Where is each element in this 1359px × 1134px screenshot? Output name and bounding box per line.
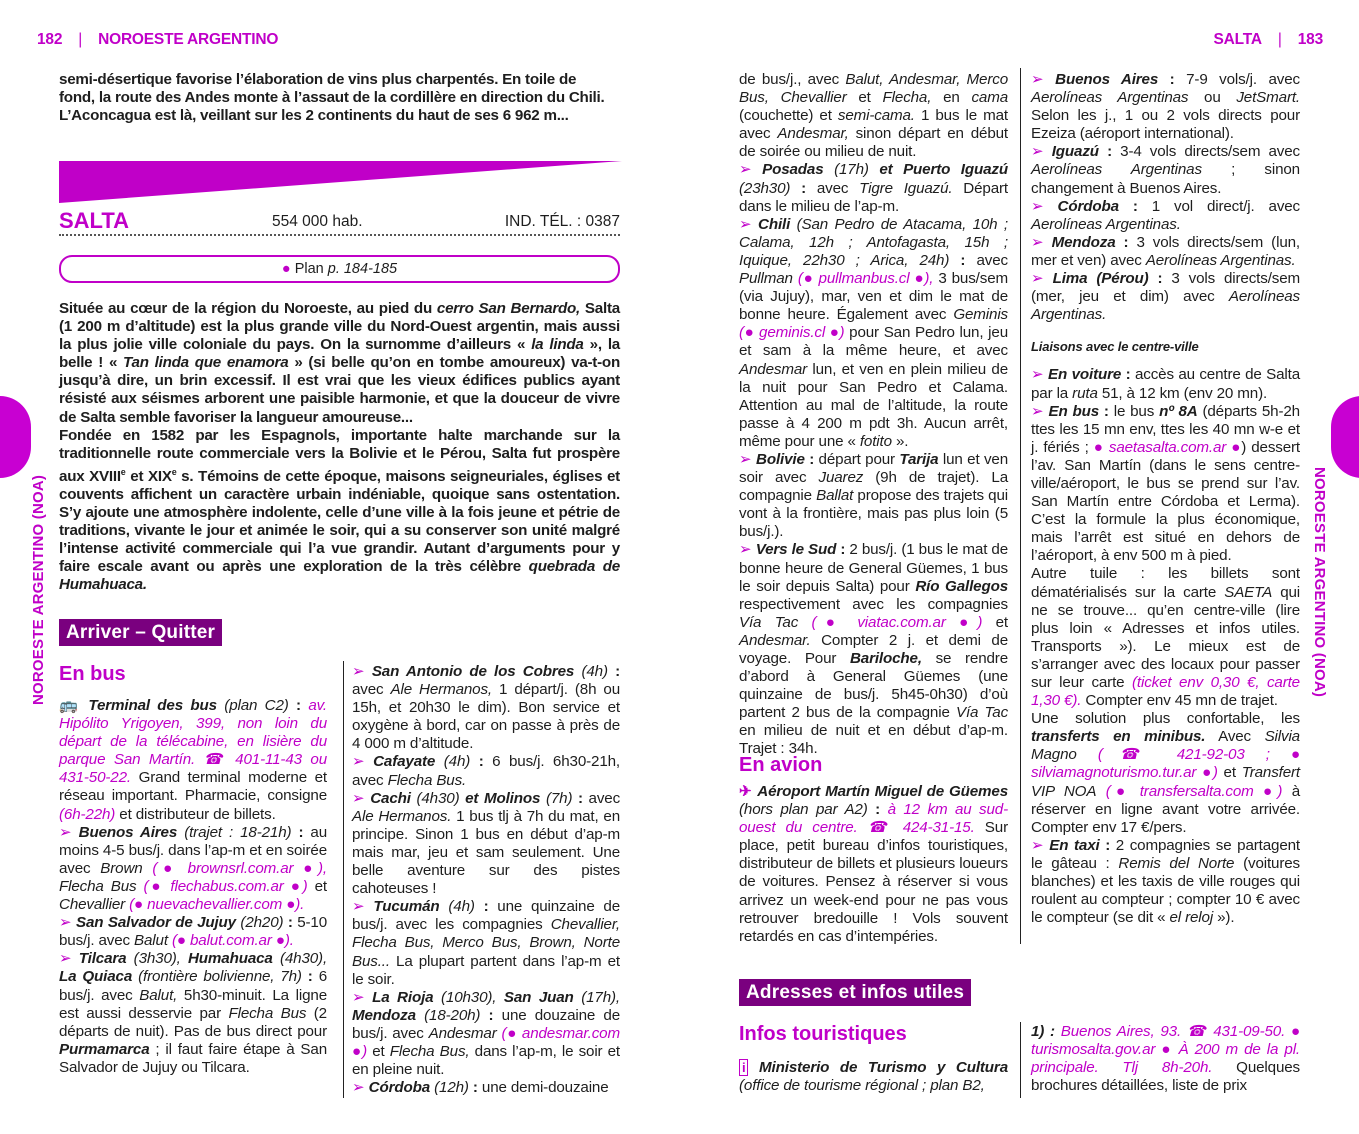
text: et (846, 89, 883, 107)
tourism-office-continued (1031, 1023, 1300, 1095)
heading-en-bus: En bus (59, 663, 126, 685)
arrow-icon: ➢ (352, 753, 365, 771)
text: Salta (1 200 m d’altitude) est la plus grande ville du Nord-Ouest argentin, mais aussi la plus jolie ville coloniale du pays. On la surnomme d’ailleurs « (59, 300, 620, 354)
company: Chevallier (59, 896, 126, 914)
arrow-icon: ➢ (59, 823, 72, 841)
arrow-icon: ➢ (1031, 402, 1044, 420)
text: 3-4 vols directs/sem avec (1112, 143, 1300, 161)
entry-title: Molinos (483, 789, 541, 807)
entry-flight-buenos-aires: ➢ Buenos Aires : 7-9 vols/j. avec Aerolíneas Argentinas ou JetSmart. Selon les j., 1 ou 2 vols directs pour Ezeiza (aéroport international). (1031, 71, 1300, 143)
arrow-icon: ➢ (59, 914, 72, 932)
text: (départs 5h-2h ttes les 15 mn env, ttes les 40 mn w-e et j. fériés ; (1031, 402, 1300, 456)
company: Balut (134, 932, 168, 950)
plan-label: Plan (294, 261, 324, 277)
text: 7-9 vols/j. avec (1174, 71, 1300, 88)
entry-airport: ✈ Aéroport Martín Miguel de Güemes (hors plan par A2) : à 12 km au sud-ouest du centre. ☎ 424-31-15. Sur place, petit bureau d’infos touristiques, distributeur de billets et plusieurs loueurs de voitures. Pensez à réserver si vous arrivez un week-end pour ne pas vous retrouver bredouille ! Vols souvent retardés en cas d’intempéries. (739, 783, 1009, 945)
arrow-icon: ➢ (1031, 836, 1044, 854)
entry-title: La Quiaca (59, 968, 133, 986)
text: 2 compagnies se partagent le gâteau : (1031, 836, 1300, 872)
entry-title: En voiture (1048, 366, 1122, 384)
company: Aerolíneas Argentinas. (1031, 288, 1300, 324)
right-page-number: 183 (1297, 31, 1323, 48)
entry-title: San Antonio de los Cobres (371, 663, 575, 680)
right-thumb-tab (1331, 396, 1359, 478)
text: Une solution plus confortable, les (1031, 710, 1300, 728)
right-running-head (1214, 31, 1323, 49)
text: 1 bus le mat avec (739, 107, 1008, 143)
company: Silvia Magno (1031, 728, 1300, 764)
text: ; il faut faire étape à San Salvador de Jujuy ou Tilcara. (59, 1040, 327, 1076)
text: une demi-douzaine (477, 1079, 609, 1097)
text: ». (891, 432, 909, 450)
place-name: Tarija (899, 450, 939, 468)
trip-details: (San Pedro de Atacama, 10h ; Calama, 12h ; Antofagasta, 15h ; Iquique, 22h30 ; Arica, 24h) (739, 215, 1008, 269)
text: qui ne se trouve... qu’en centre-ville (lire plus loin « Adresses et infos utiles. Transports »). Le mieux est de s’arranger avec des locaux pour passer sur leur carte (1031, 583, 1301, 691)
text: ou (1188, 89, 1237, 107)
text: 1 bus tlj à 7h du mat, en principe. Sinon 1 bus en début d’ap-m mais mar, jeu et sam seulement. Une belle aventure sur des pistes cahoteuses ! (352, 807, 621, 898)
bus-column-1 (59, 697, 327, 1077)
text-italic: el reloj (1169, 909, 1214, 927)
company: Ale Hermanos. (352, 807, 452, 825)
arrow-icon: ➢ (1031, 233, 1044, 251)
text: 1 vol direct/j. avec (1137, 197, 1300, 215)
entry-title: Chili (758, 215, 791, 233)
company: Ale Hermanos, (390, 681, 492, 699)
airplane-icon: ✈ (739, 783, 753, 800)
text: (couchette) et (739, 107, 838, 125)
plan-pages: p. 184-185 (327, 261, 398, 277)
text: Autre tuile : les billets sont dématérialisés sur la carte (1031, 565, 1300, 601)
superscript: e (171, 466, 177, 477)
price: (ticket env 0,30 €, carte 1,30 €). (1031, 674, 1300, 710)
entry-title: Buenos Aires (1055, 71, 1159, 88)
entry-title: Posadas (762, 161, 824, 179)
text: 2 bus/j. (1 bus le mat de bonne heure de General Güemes, 1 bus le soir depuis Salta) pour (739, 541, 1008, 595)
bus-number: nº 8A (1159, 402, 1198, 420)
company: Tigre Iguazú. (859, 179, 953, 197)
entry-title: La Rioja (372, 988, 434, 1006)
text: et (465, 789, 479, 807)
entry-cordoba-continued (739, 71, 1008, 161)
description-paragraph-2 (59, 427, 620, 595)
text: 5-10 bus/j. avec (59, 914, 328, 950)
text: pour San Pedro lun, jeu et sam à la même heure, et avec (739, 324, 1008, 360)
text: Selon les j., 1 ou 2 vols directs pour Ezeiza (aéroport international). (1031, 107, 1300, 143)
column-divider (343, 661, 344, 1098)
plan-ref: (hors plan par A2) (739, 801, 868, 819)
text: en milieu de nuit et en début d’ap-m. Trajet : 34h. (739, 722, 1008, 758)
text: le bus (1108, 402, 1160, 420)
text: Sur place, petit bureau d’infos touristiques, distributeur de billets et plusieurs loueurs de voitures. Pensez à réserver si vous arrivez un week-end pour ne pas vous retrouver bredouille ! Vols souvent retardés en cas d’intempéries. (739, 819, 1008, 945)
text-italic: semi-cama. (837, 107, 915, 125)
text: (2 départs de nuit). Pas de bus direct pour (59, 1004, 327, 1040)
trip-time: (17h), (581, 988, 620, 1006)
arrow-icon: ➢ (1031, 270, 1044, 288)
arrow-icon: ➢ (352, 988, 365, 1006)
text: s. Témoins de cette époque, maisons seigneuriales, églises et couvents affichent un caractère urbain indéniable, quoique sans ostentation. S’y ajoute une atmosphère indolente, celle d’une ville à la fois jeune et pétrie de traditions, vivante le jour et animée le soir, qui a su conserver son unité malgré l’intense activité commerciale qui l’a vue grandir. Autant d’arguments pour y faire escale avant ou après une exploration de la très célèbre (59, 467, 620, 576)
company: Flecha Bus (228, 1004, 307, 1022)
trip-time: (10h30), (440, 988, 497, 1006)
company: Aerolíneas Argentinas. (1031, 215, 1181, 233)
website-link[interactable]: (● andesmar.com ●) (352, 1024, 620, 1060)
text: ) dessert l’av. San Martín (dans le sens centre-ville/aéroport, le bus se prend sur l’av. San Martín entre Córdoba et Lerma). C’est la formule la plus économique, mais l’arrêt est situé en dehors de l’aéroport, à env 500 m à pied. (1031, 438, 1301, 565)
address[interactable]: av. Hipólito Yrigoyen, 399, non loin du départ de la télécabine, en lisière du parque San Martín. ☎ 401-11-43 ou 431-50-22. (59, 697, 327, 787)
paragraph-autre-tuile (1031, 565, 1300, 710)
text: 1 départ/j. (8h ou 15h, et 20h30 le dim). Bon service et oxygène à bord, car on passe à près de 4 000 m d’altitude. (352, 681, 620, 753)
text: accès au centre de Salta par la (1031, 366, 1301, 402)
city-header (59, 206, 620, 236)
entry-title: Bolivie (756, 450, 805, 468)
entry-title: San Salvador de Jujuy (76, 914, 236, 932)
bullet-icon: ● (281, 261, 291, 277)
city-population: 554 000 hab. (272, 213, 363, 230)
trip-time: (trajet : 18-21h) (184, 823, 292, 841)
text: »). (1213, 909, 1235, 927)
entry-ministerio (739, 1059, 1008, 1095)
text: », la belle ! « (59, 336, 620, 372)
text: propose des trajets qui vont à la frontière, mais pas plus loin (5 bus/j.). (739, 487, 1008, 541)
text-italic: quebrada de Humahuaca. (59, 558, 620, 594)
text-italic: Tan linda que enamora (123, 354, 289, 372)
liaisons-heading: Liaisons avec le centre-ville (1031, 339, 1199, 355)
text: et (1217, 764, 1242, 782)
website-link[interactable]: (● geminis.cl ●) (739, 324, 845, 342)
company: Vía Tac (739, 613, 799, 631)
text: Située au cœur de la région du Noroeste, au pied du (59, 300, 437, 317)
website-link[interactable]: (● pullmanbus.cl ●), (797, 270, 934, 288)
entry-title: Buenos Aires (78, 823, 178, 841)
entry-flight-lima: ➢ Lima (Pérou) : 3 vols directs/sem (mer, jeu et dim) avec Aerolíneas Argentinas. (1031, 270, 1301, 324)
text: 3 bus/sem (via Jujuy), mar, ven et dim le mat de bonne heure. Également avec (739, 270, 1008, 324)
entry-buenos-aires: ➢ Buenos Aires (trajet : 18-21h) : au moins 4-5 bus/j. dans l’ap-m et en soirée avec Brown (● brownsrl.com.ar ●), Flecha Bus (● flechabus.com.ar ●) et Chevallier (● nuevachevallier.com ●). (59, 823, 327, 914)
website-link[interactable]: ● saetasalta.com.ar ● (1093, 438, 1242, 456)
city-description (59, 300, 620, 595)
text: Avec (1205, 728, 1265, 746)
company: Aerolíneas Argentinas. (1145, 251, 1296, 269)
plan-reference-box[interactable] (59, 255, 620, 283)
entry-ministerio-continued (1031, 1023, 1300, 1095)
company: Vía Tac (955, 704, 1009, 722)
entry-tucuman: ➢ Tucumán (4h) : une quinzaine de bus/j. avec les compagnies Chevallier, Flecha Bus, Merco Bus, Brown, Norte Bus... La plupart partent dans l’ap-m et le soir. (352, 898, 620, 988)
plan-ref: 1) : (1031, 1023, 1055, 1040)
entry-jujuy: ➢ San Salvador de Jujuy (2h20) : 5-10 bus/j. avec Balut (● balut.com.ar ●). (59, 914, 328, 950)
company: Pullman (739, 270, 793, 288)
entry-title: San Juan (503, 988, 574, 1006)
entry-en-taxi: ➢ En taxi : 2 compagnies se partagent le gâteau : Remis del Norte (voitures blanches) et les taxis de ville rouges qui roulent au compteur ; compter 10 € avec le compteur (se dit « el reloj »). (1031, 836, 1300, 927)
company: Chevallier, Flecha Bus, Merco Bus, Brown, Norte Bus... (352, 916, 620, 970)
place-name: Río Gallegos (915, 577, 1009, 595)
left-running-head (37, 31, 278, 49)
entry-title: Vers le Sud (755, 541, 837, 559)
company: Flecha Bus, (389, 1042, 470, 1060)
text: 6 bus/j. avec (59, 968, 327, 1004)
text: et distributeur de billets. (115, 805, 276, 823)
city-name: SALTA (59, 208, 130, 233)
entry-flight-cordoba: ➢ Córdoba : 1 vol direct/j. avec Aerolíneas Argentinas. (1031, 197, 1300, 233)
right-side-tab-label: NOROESTE ARGENTINO (NOA) (1311, 467, 1328, 698)
right-column-2 (1031, 71, 1300, 927)
company: Andesmar (739, 360, 808, 378)
text: 3 vols directs/sem (lun, mer et ven) avec (1031, 233, 1300, 269)
company: Flecha Bus (59, 877, 137, 895)
section-heading-adresses: Adresses et infos utiles (739, 979, 971, 1006)
company: Andesmar (428, 1024, 497, 1042)
left-thumb-tab (0, 396, 31, 478)
left-side-tab-label: NOROESTE ARGENTINO (NOA) (30, 474, 47, 705)
entry-title: Iguazú (1051, 143, 1099, 161)
place-name: Purmamarca (59, 1040, 150, 1058)
entry-title: Córdoba (368, 1079, 431, 1097)
intro-line: L’Aconcagua est là, veillant sur les 2 continents du haut de ses 6 962 m... (59, 107, 569, 125)
company: Balut, Andesmar, Merco Bus, Chevallier (739, 71, 1008, 107)
bus-icon: 🚌 (59, 697, 82, 714)
text-italic: la linda (531, 336, 584, 354)
text: au moins 4-5 bus/j. dans l’ap-m et en soirée avec (59, 823, 327, 877)
text-italic: ruta (1072, 384, 1098, 402)
company: Flecha, (882, 89, 932, 107)
entry-title: Córdoba (1057, 197, 1119, 215)
text: et (982, 613, 1008, 631)
text: une douzaine de bus/j. avec (352, 1006, 620, 1042)
entry-title: Tucumán (373, 898, 440, 916)
entry-title: Mendoza (352, 1006, 416, 1024)
intro-line: semi-désertique favorise l’élaboration de vins plus charpentés. En toile de (59, 71, 577, 88)
text: avec (965, 251, 1008, 269)
entry-title: Cachi (370, 789, 411, 807)
text: Compter env 45 mn de trajet. (1081, 692, 1278, 710)
city-banner-wedge (59, 161, 622, 203)
text-italic: cama (971, 89, 1009, 107)
info-icon: i (739, 1059, 748, 1076)
entry-san-antonio: ➢ San Antonio de los Cobres (4h) : avec Ale Hermanos, 1 départ/j. (8h ou 15h, et 20h30 le dim). Bon service et oxygène à bord, car on passe à près de 4 000 m d’altitude. (352, 663, 620, 753)
text: avec (582, 789, 621, 807)
trip-time: (12h) (434, 1079, 469, 1097)
arrow-icon: ➢ (1031, 366, 1044, 384)
text: Quelques brochures détaillées, liste de prix (1031, 1059, 1300, 1095)
text: lun et ven soir avec (739, 450, 1008, 487)
trip-time: (4h) (581, 663, 608, 680)
entry-title: Lima (Pérou) (1052, 270, 1149, 288)
entry-title: Aéroport Martín Miguel de Güemes (757, 783, 1008, 800)
company: Aerolíneas Argentinas (1031, 89, 1189, 107)
entry-title: Terminal des bus (88, 697, 217, 714)
section-heading-arriver-quitter: Arriver – Quitter (59, 619, 222, 646)
intro-line: fond, la route des Andes monte à l’assaut de la cordillère en direction du Chili. (59, 89, 605, 107)
text: (9h de trajet). La compagnie (739, 469, 1008, 505)
company: Juarez (818, 469, 864, 487)
separator: | (78, 31, 83, 48)
trip-time: (4h30) (416, 789, 460, 807)
website-link[interactable]: (● transfersalta.com ●) (1105, 782, 1283, 800)
text: (voitures blanches) et les taxis de ville rouges qui roulent au compteur ; compter 10 € avec le compteur (se dit « (1031, 854, 1300, 927)
text: La plupart partent dans l’ap-m et le soir. (352, 952, 620, 988)
entry-title: Cafayate (373, 753, 436, 771)
arrow-icon: ➢ (352, 663, 365, 680)
trip-time: (3h30), (133, 950, 181, 968)
text: et (879, 161, 893, 179)
trip-time: (4h) (443, 753, 471, 771)
company: Balut, (139, 986, 178, 1004)
arrow-icon: ➢ (739, 215, 752, 233)
company: Brown (100, 859, 143, 877)
text: sinon départ en début de soirée ou milieu de nuit. (739, 125, 1008, 161)
heading-en-avion: En avion (739, 754, 823, 776)
text: lun, et ven en plein milieu de la nuit pour San Pedro et Calama. Attention au mal de l’altitude, la route passe à 4 200 m pdt 3h. Aucun arrêt, même pour une « (739, 360, 1008, 450)
entry-posadas: ➢ Posadas (17h) et Puerto Iguazú (23h30) : avec Tigre Iguazú. Départ dans le milieu de l’ap-m. (739, 161, 1008, 215)
office-subtitle: (office de tourisme régional ; plan B2, (739, 1077, 985, 1095)
left-chapter-title: NOROESTE ARGENTINO (98, 31, 279, 48)
website-link[interactable]: (● nuevachevallier.com ●). (129, 896, 305, 914)
phone-code: IND. TÉL. : 0387 (504, 213, 620, 230)
trip-time: (23h30) (739, 179, 791, 197)
text: 6 bus/j. 6h30-21h, avec (352, 753, 620, 789)
entry-chili: ➢ Chili (San Pedro de Atacama, 10h ; Calama, 12h ; Antofagasta, 15h ; Iquique, 22h30 ; Arica, 24h) : avec Pullman (● pullmanbus.cl ●), 3 bus/sem (via Jujuy), mar, ven et dim le mat de bonne heure. Également avec Geminis (● geminis.cl ●) pour San Pedro lun, jeu et sam à la même heure, et avec Andesmar lun, et ven en plein milieu de la nuit pour San Pedro et Calama. Attention au mal de l’altitude, la route passe à 4 200 m pdt 3h. Aucun arrêt, même pour une « fotito ». (739, 215, 1008, 450)
website-link[interactable]: (● brownsrl.com.ar ●), (152, 859, 327, 877)
airport-entry (739, 783, 1008, 946)
text: dans l’ap-m, le soir et en pleine nuit. (352, 1042, 621, 1079)
website-link[interactable]: (● flechabus.com.ar ●) (143, 877, 308, 895)
column-divider (1020, 1022, 1021, 1098)
text: Grand terminal moderne et réseau important. Pharmacie, consigne (59, 769, 327, 805)
text: à réserver en ligne avant votre arrivée. Compter env 17 €/pers. (1031, 782, 1300, 836)
text-italic: cerro San Bernardo, (436, 300, 581, 317)
trip-time: (frontière bolivienne, 7h) (138, 968, 302, 986)
entry-title: Tilcara (78, 950, 127, 968)
arrow-icon: ➢ (1031, 143, 1044, 161)
entry-flight-mendoza: ➢ Mendoza : 3 vols directs/sem (lun, mer et ven) avec Aerolíneas Argentinas. (1031, 233, 1300, 269)
paragraph-minibus (1031, 710, 1300, 837)
text: 51, à 12 km (env 20 mn). (1097, 384, 1268, 402)
trip-time: (17h) (834, 161, 869, 179)
text: et (307, 877, 327, 895)
company: Ballat (816, 487, 854, 505)
trip-time: (4h30), (279, 950, 328, 968)
entry-title: Mendoza (1051, 233, 1116, 251)
arrow-icon: ➢ (1031, 71, 1044, 88)
text: avec (352, 681, 391, 699)
text: de bus/j., avec (739, 71, 846, 88)
website-link[interactable]: (● balut.com.ar ●). (171, 932, 294, 950)
company: Flecha Bus. (387, 771, 467, 789)
arrow-icon: ➢ (739, 161, 752, 179)
entry-en-bus-liaison: ➢ En bus : le bus nº 8A (départs 5h-2h ttes les 15 mn env, ttes les 40 mn w-e et j. fériés ; ● saetasalta.com.ar ●) dessert l’av. San Martín (dans le sens centre-ville/aéroport, le bus se prend sur l’av. San Martín entre Córdoba et Lerma). C’est la formule la plus économique, mais l’arrêt est situé en dehors de l’aéroport, à env 500 m à pied. (1031, 402, 1301, 565)
colon: : (288, 697, 309, 714)
arrow-icon: ➢ (739, 450, 752, 468)
superscript: e (120, 466, 126, 477)
company: JetSmart. (1236, 89, 1300, 107)
heading-infos-touristiques: Infos touristiques (739, 1023, 907, 1045)
bus-column-2 (352, 663, 620, 1097)
entry-title: transferts en minibus. (1031, 728, 1206, 746)
column-divider (1020, 68, 1021, 944)
contact-link[interactable]: Buenos Aires, 93. ☎ 431-09-50. ● turismosalta.gov.ar ● À 200 m de la pl. principale. Tlj 8h-20h. (1031, 1023, 1300, 1077)
entry-tilcara: ➢ Tilcara (3h30), Humahuaca (4h30), La Quiaca (frontière bolivienne, 7h) : 6 bus/j. avec Balut, 5h30-minuit. La ligne est aussi desservie par Flecha Bus (2 départs de nuit). Pas de bus direct pour Purmamarca ; il faut faire étape à San Salvador de Jujuy ou Tilcara. (59, 950, 328, 1076)
entry-cachi: ➢ Cachi (4h30) et Molinos (7h) : avec Ale Hermanos. 1 bus tlj à 7h du mat, en principe. Sinon 1 bus en début d’ap-m mais mar, jeu et sam seulement. Une belle aventure sur des pistes cahoteuses ! (352, 789, 621, 898)
entry-la-rioja: ➢ La Rioja (10h30), San Juan (17h), Mendoza (18-20h) : une douzaine de bus/j. avec Andesmar (● andesmar.com ●) et Flecha Bus, dans l’ap-m, le soir et en pleine nuit. (352, 988, 621, 1079)
entry-bolivie: ➢ Bolivie : départ pour Tarija lun et ven soir avec Juarez (9h de trajet). La compagnie Ballat propose des trajets qui vont à la frontière, mais pas plus loin (5 bus/j.). (739, 450, 1008, 541)
text: se rendre d’abord à General Güemes (une quinzaine de bus/j. 5h45-0h30) d’où partent 2 bus de la compagnie (739, 650, 1008, 722)
text-italic: SAETA (1224, 583, 1273, 601)
intro-paragraph (59, 71, 620, 125)
text: ; sinon changement à Buenos Aires. (1031, 161, 1300, 197)
trip-time: (18-20h) (424, 1006, 481, 1024)
arrow-icon: ➢ (352, 898, 365, 916)
tourism-office-entry (739, 1059, 1008, 1095)
entry-title: En bus (1048, 402, 1100, 420)
arrow-icon: ➢ (59, 950, 72, 968)
company: Remis del Norte (1118, 854, 1235, 872)
entry-terminal (59, 697, 327, 824)
text-italic: fotito (859, 432, 892, 450)
trip-time: (7h) (545, 789, 573, 807)
entry-title: Ministerio de Turismo y Cultura (759, 1059, 1008, 1076)
text: Départ dans le milieu de l’ap-m. (739, 179, 1008, 215)
company: Aerolíneas Argentinas (1031, 161, 1202, 179)
text: en (931, 89, 972, 107)
text: 5h30-minuit. La ligne est aussi desservie par (59, 986, 327, 1022)
website-link[interactable]: (● viatac.com.ar ●) (811, 613, 983, 631)
separator: | (1277, 31, 1282, 48)
location[interactable]: à 12 km au sud-ouest du centre. ☎ 424-31-15. (739, 801, 1009, 837)
description-paragraph-1 (59, 300, 620, 427)
entry-cordoba: ➢ Córdoba (12h) : une demi-douzaine (352, 1079, 609, 1097)
arrow-icon: ➢ (352, 1079, 365, 1097)
trip-time: (2h20) (240, 914, 284, 932)
wedge-shape (59, 161, 622, 203)
hours: (6h-22h) (59, 805, 116, 823)
entry-en-voiture: ➢ En voiture : accès au centre de Salta par la ruta 51, à 12 km (env 20 mn). (1031, 366, 1301, 402)
right-column-1 (739, 71, 1008, 759)
text: départ pour (814, 450, 900, 468)
text: 3 vols directs/sem (mer, jeu et dim) avec (1031, 270, 1301, 306)
company: Andesmar. (739, 631, 811, 649)
right-section-title: SALTA (1213, 31, 1262, 48)
company: Andesmar, (777, 125, 849, 143)
text: et (367, 1042, 390, 1060)
text: et XIX (125, 467, 172, 485)
trip-time: (4h) (448, 898, 475, 916)
company: Transfert VIP NOA (1031, 764, 1300, 800)
arrow-icon: ➢ (1031, 197, 1044, 215)
entry-title: Humahuaca (187, 950, 273, 968)
company: Geminis (953, 306, 1008, 324)
arrow-icon: ➢ (352, 789, 365, 807)
text: » (si belle qu’on en tombe amoureux) va-t-on jusqu’à dire, un brin excessif. Il est vrai que les vieux édifices publics ayant résisté aux séismes arborent une paisible harmonie, et que la douceur de vivre de Salta semble favoriser la langueur amoureuse... (59, 354, 620, 426)
text: respectivement avec les compagnies (739, 595, 1008, 613)
entry-flight-iguazu: ➢ Iguazú : 3-4 vols directs/sem avec Aerolíneas Argentinas ; sinon changement à Buenos Aires. (1031, 143, 1300, 197)
plan-ref: (plan C2) (224, 697, 289, 714)
arrow-icon: ➢ (739, 541, 752, 559)
contact-link[interactable]: (☎ 421-92-03 ; ● silviamagnoturismo.tur.ar ●) (1031, 746, 1300, 782)
entry-vers-le-sud: ➢ Vers le Sud : 2 bus/j. (1 bus le mat de bonne heure de General Güemes, 1 bus le soir depuis Salta) pour Río Gallegos respectivement avec les compagnies Vía Tac (● viatac.com.ar ●) et Andesmar. Compter 2 j. et demi de voyage. Pour Bariloche, se rendre d’abord à General Güemes (une quinzaine de bus/j. 5h45-0h30) d’où partent 2 bus de la compagnie Vía Tac en milieu de nuit et en début d’ap-m. Trajet : 34h. (739, 541, 1009, 758)
text: avec (806, 179, 860, 197)
entry-cafayate: ➢ Cafayate (4h) : 6 bus/j. 6h30-21h, avec Flecha Bus. (352, 753, 620, 789)
text: Compter 2 j. et demi de voyage. Pour (739, 631, 1008, 667)
entry-title: En taxi (1049, 836, 1100, 854)
place-name: Bariloche, (849, 650, 922, 667)
text: une quinzaine de bus/j. avec les compagnies (352, 898, 620, 934)
left-page-number: 182 (37, 31, 63, 48)
text: Fondée en 1582 par les Espagnols, importante halte marchande sur la traditionnelle route commerciale vers la Bolivie et le Pérou, Salta fut prospère aux XVIII (59, 426, 620, 485)
entry-title: Puerto Iguazú (903, 161, 1008, 179)
